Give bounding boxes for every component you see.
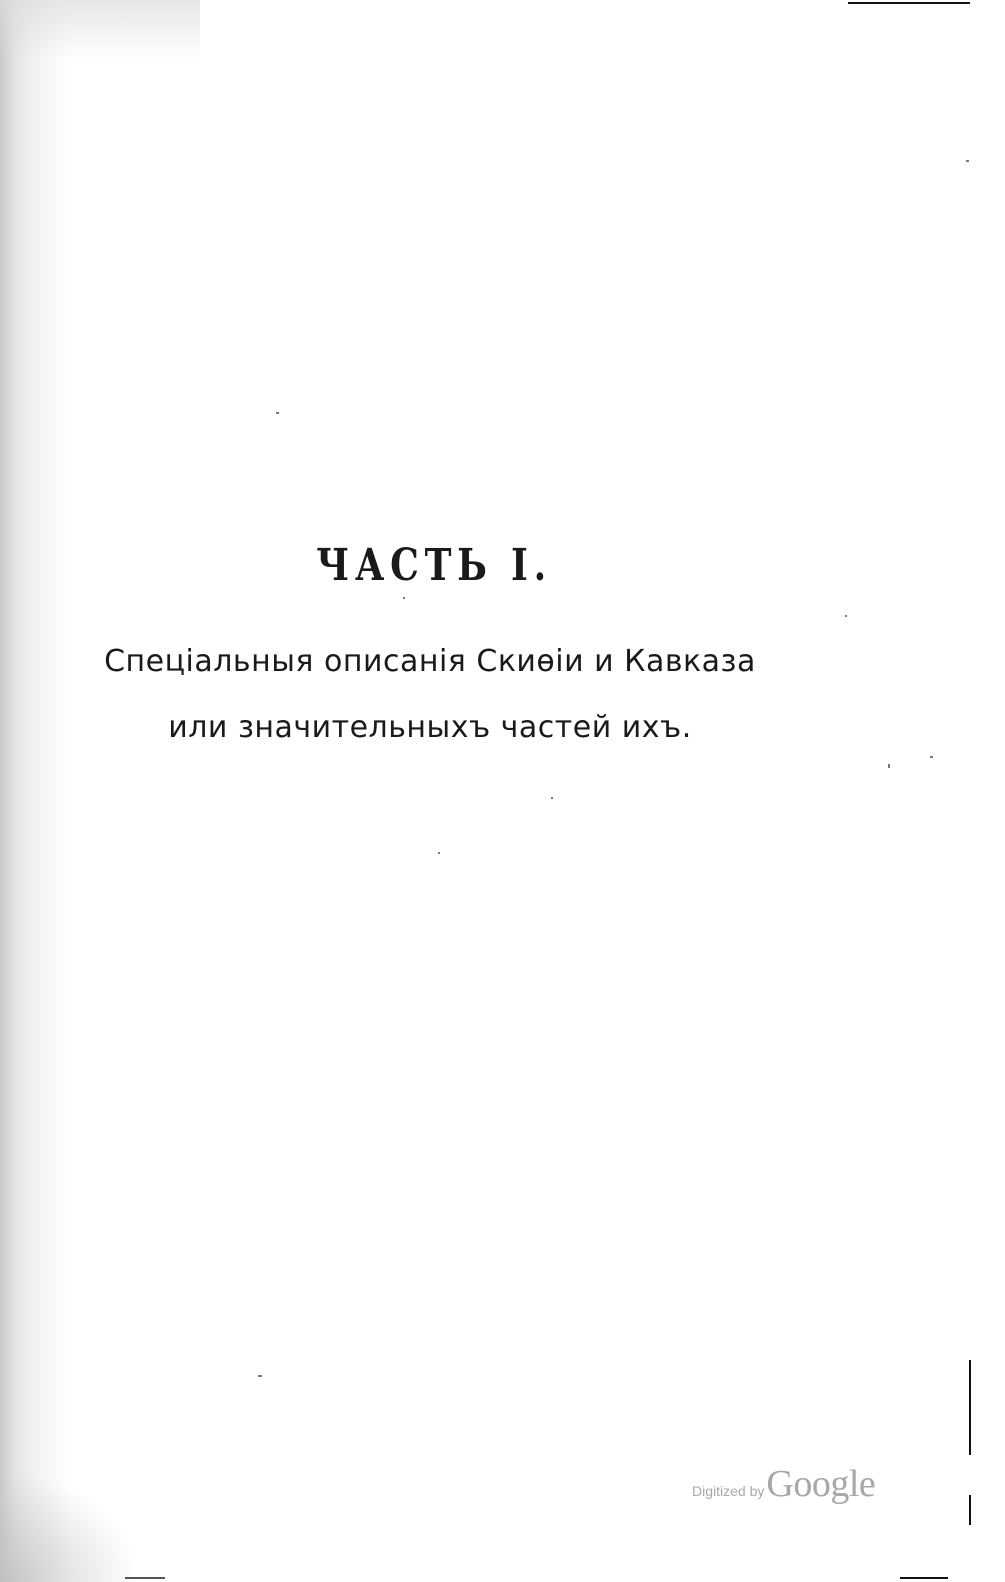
speck [403, 597, 405, 599]
speck [966, 160, 969, 162]
subtitle-line-2: или значительныхъ частей ихъ. [168, 710, 692, 745]
binding-shadow-bottom [0, 1470, 140, 1582]
digitized-watermark [692, 1462, 875, 1506]
google-logo: Google [766, 1463, 876, 1505]
scan-edge-right-lower [969, 1495, 971, 1525]
speck [930, 756, 933, 758]
speck [276, 412, 279, 414]
speck [258, 1375, 262, 1377]
binding-shadow-top [0, 0, 200, 60]
watermark-prefix: Digitized by [692, 1483, 765, 1499]
speck [438, 852, 440, 854]
binding-shadow [0, 0, 70, 1582]
scan-edge-bottom-right [900, 1577, 948, 1579]
scan-edge-bottom-left [125, 1577, 165, 1579]
subtitle-line-1: Спеціальныя описанія Скиѳіи и Кавказа [104, 644, 756, 679]
scan-edge-top [848, 2, 970, 4]
speck [845, 615, 847, 617]
part-title: ЧАСТЬ I. [316, 540, 552, 591]
speck [888, 764, 890, 768]
scan-edge-right-upper [969, 1360, 971, 1455]
speck [551, 797, 553, 799]
